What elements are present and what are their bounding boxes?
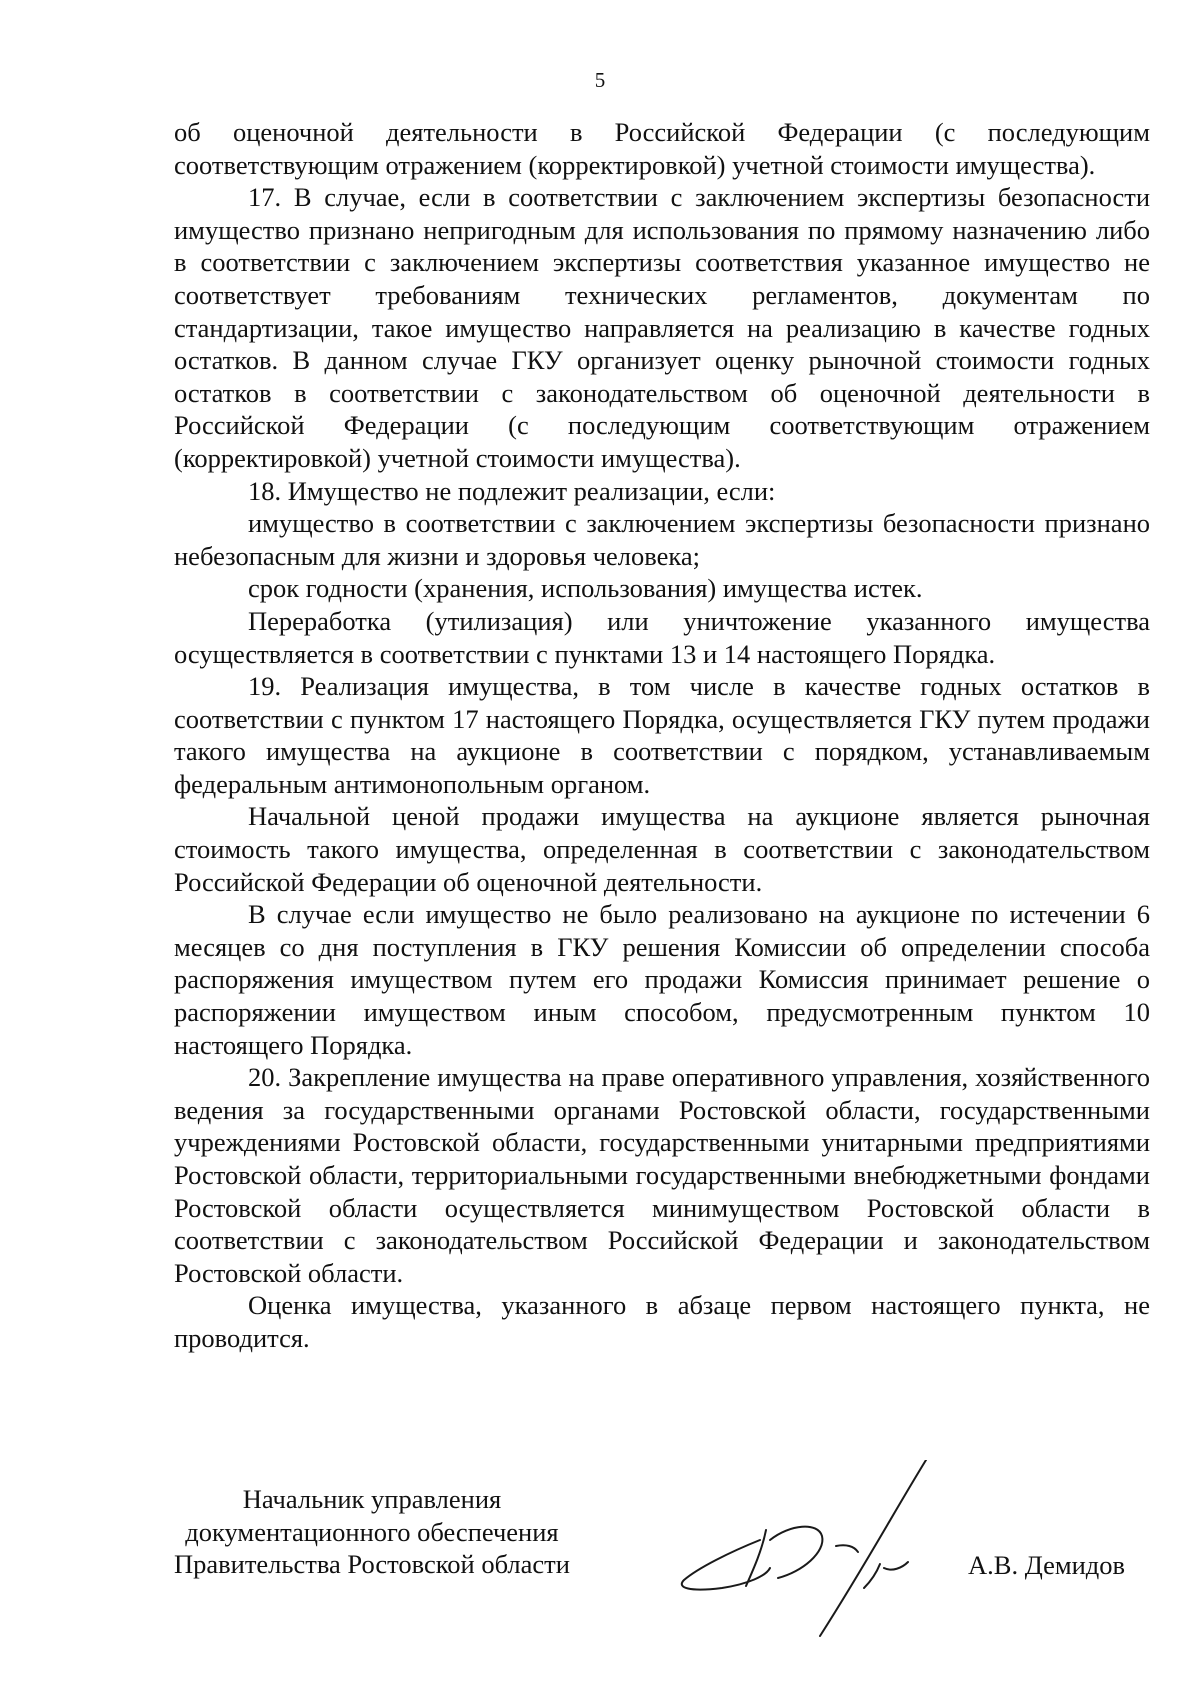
document-body xyxy=(174,116,1150,1355)
paragraph-item-19-unsold: В случае если имущество не было реализовано на аукционе по истечении 6 месяцев со дня поступления в ГКУ решения Комиссии об определении способа распоряжения имуществом путем его продажи Комиссия принимает решение о распоряжении имуществом иным способом, предусмотренным пунктом 10 настоящего Порядка. xyxy=(174,899,1150,1060)
signatory-title-line: документационного обеспечения xyxy=(185,1516,559,1547)
paragraph-item-18-condition-1: имущество в соответствии с заключением экспертизы безопасности признано небезопасным для жизни и здоровья человека; xyxy=(174,508,1150,571)
paragraph-item-17: 17. В случае, если в соответствии с заключением экспертизы безопасности имущество признано непригодным для использования по прямому назначению либо в соответствии с заключением экспертизы соответствия указанное имущество не соответствует требованиям технических регламентов, документам по стандартизации, такое имущество направляется на реализацию в качестве годных остатков. В данном случае ГКУ организует оценку рыночной стоимости годных остатков в соответствии с законодательством об оценочной деятельности в Российской Федерации (с последующим соответствующим отражением (корректировкой) учетной стоимости имущества). xyxy=(174,182,1150,473)
signatory-title-line: Начальник управления xyxy=(242,1484,502,1514)
paragraph-item-18-processing: Переработка (утилизация) или уничтожение указанного имущества осуществляется в соответствии с пунктами 13 и 14 настоящего Порядка. xyxy=(174,605,1150,669)
paragraph-item-20-valuation: Оценка имущества, указанного в абзаце первом настоящего пункта, не проводится. xyxy=(174,1290,1150,1353)
paragraph-item-18: 18. Имущество не подлежит реализации, если: xyxy=(248,475,776,506)
paragraph-item-19: 19. Реализация имущества, в том числе в качестве годных остатков в соответствии с пунктом 17 настоящего Порядка, осуществляется ГКУ путем продажи такого имущества на аукционе в соответствии с порядком, устанавливаемым федеральным антимонопольным органом. xyxy=(174,671,1150,799)
page-number: 5 xyxy=(594,68,606,92)
paragraph-item-20: 20. Закрепление имущества на праве оперативного управления, хозяйственного ведения за государственными органами Ростовской области, государственными учреждениями Ростовской области, государственными унитарными предприятиями Ростовской области, территориальными государственными внебюджетными фондами Ростовской области осуществляется минимуществом Ростовской области в соответствии с законодательством Российской Федерации и законодательством Ростовской области. xyxy=(174,1062,1150,1288)
paragraph-continuation: об оценочной деятельности в Российской Федерации (с последующим соответствующим отражением (корректировкой) учетной стоимости имущества). xyxy=(174,117,1150,180)
signatory-title-line: Правительства Ростовской области xyxy=(174,1549,570,1579)
paragraph-item-19-start-price: Начальной ценой продажи имущества на аукционе является рыночная стоимость такого имущества, определенная в соответствии с законодательством Российской Федерации об оценочной деятельности. xyxy=(174,801,1150,897)
signatory-name: А.В. Демидов xyxy=(968,1550,1126,1580)
paragraph-item-18-condition-2: срок годности (хранения, использования) имущества истек. xyxy=(248,573,923,604)
handwritten-signature xyxy=(670,1460,960,1640)
signatory-title xyxy=(174,1483,570,1581)
